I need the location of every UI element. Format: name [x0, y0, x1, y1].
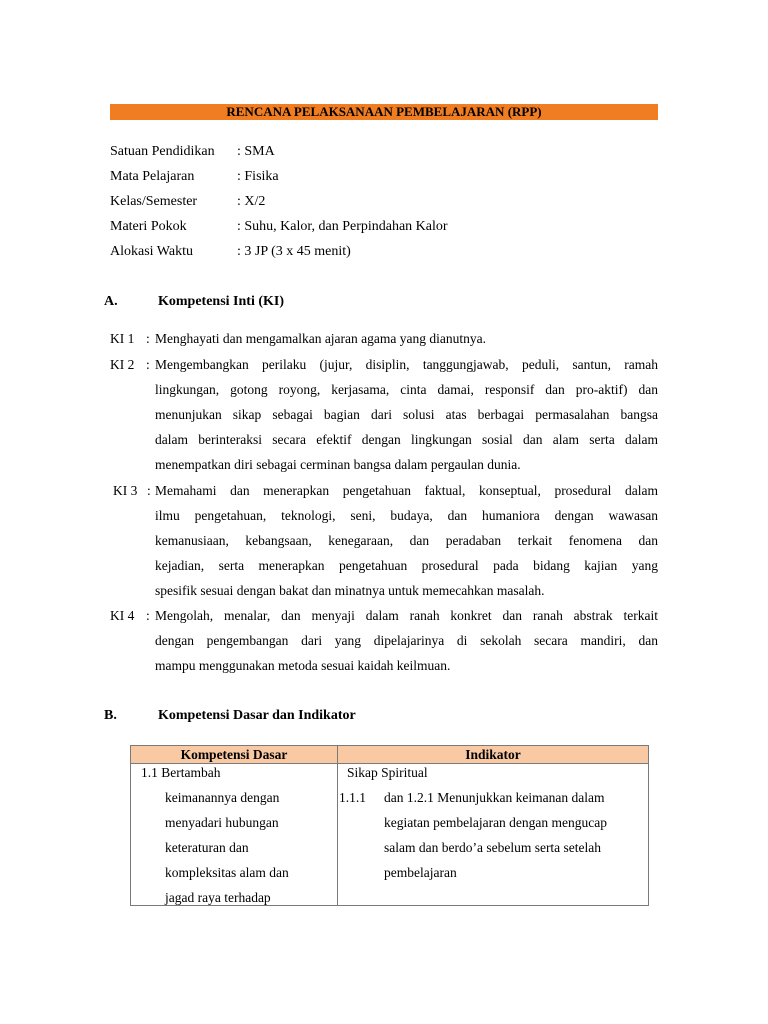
ki-text-line: Memahami dan menerapkan pengetahuan faktual, konseptual, prosedural dalam — [155, 483, 658, 498]
identity-label: Mata Pelajaran — [110, 169, 195, 184]
section-title: Kompetensi Inti (KI) — [158, 294, 284, 309]
ki-colon: : — [147, 483, 151, 498]
document-title: RENCANA PELAKSANAAN PEMBELAJARAN (RPP) — [110, 104, 658, 120]
identity-value: : Fisika — [237, 169, 279, 184]
ki-text-line: kejadian, serta menerapkan pengetahuan prosedural pada bidang kajian yang — [155, 558, 658, 573]
identity-value: : SMA — [237, 144, 275, 159]
ki-text-line: mampu menggunakan metoda sesuai kaidah keilmuan. — [155, 658, 451, 673]
indikator-text-line: salam dan berdo’a sebelum serta setelah — [384, 840, 602, 855]
column-divider — [337, 763, 338, 906]
ki-label: KI 2 — [110, 357, 135, 372]
ki-text-line: menunjukan sikap sebagai bagian dari solusi atas berbagai permasalahan bangsa — [155, 407, 658, 422]
table-header-kompetensi-dasar: Kompetensi Dasar — [131, 746, 338, 764]
ki-text-line: Menghayati dan mengamalkan ajaran agama yang dianutnya. — [155, 331, 486, 346]
ki-text-line: ilmu pengetahuan, teknologi, seni, budaya, dan humaniora dengan wawasan — [155, 508, 658, 523]
section-letter: A. — [104, 294, 118, 309]
ki-text-line: menempatkan diri sebagai cerminan bangsa dalam pergaulan dunia. — [155, 457, 521, 472]
ki-text-line: dengan pengembangan dari yang dipelajarinya di sekolah secara mandiri, dan — [155, 633, 658, 648]
ki-colon: : — [146, 608, 150, 623]
identity-value: : 3 JP (3 x 45 menit) — [237, 244, 351, 259]
ki-text-line: Mengembangkan perilaku (jujur, disiplin, tanggungjawab, peduli, santun, ramah — [155, 357, 658, 372]
section-letter: B. — [104, 708, 117, 723]
identity-value: : Suhu, Kalor, dan Perpindahan Kalor — [237, 219, 448, 234]
ki-text-line: dalam berinteraksi secara efektif dengan lingkungan sosial dan alam serta dalam — [155, 432, 658, 447]
ki-label: KI 1 — [110, 331, 135, 346]
ki-text-line: kemanusiaan, kebangsaan, kenegaraan, dan peradaban terkait fenomena dan — [155, 533, 658, 548]
indikator-text-line: pembelajaran — [384, 865, 457, 880]
kd-text-line: kompleksitas alam dan — [165, 865, 289, 880]
ki-label: KI 3 — [113, 483, 138, 498]
ki-text-line: lingkungan, gotong royong, kerjasama, cinta damai, responsif dan pro-aktif) dan — [155, 382, 658, 397]
ki-label: KI 4 — [110, 608, 135, 623]
identity-label: Alokasi Waktu — [110, 244, 193, 259]
indikator-text-line: dan 1.2.1 Menunjukkan keimanan dalam — [384, 790, 605, 805]
identity-value: : X/2 — [237, 194, 266, 209]
section-title: Kompetensi Dasar dan Indikator — [158, 708, 356, 723]
kd-text-line: 1.1 Bertambah — [141, 765, 221, 780]
kd-indikator-table — [130, 745, 649, 906]
ki-colon: : — [146, 357, 150, 372]
kd-text-line: keimanannya dengan — [165, 790, 280, 805]
ki-colon: : — [146, 331, 150, 346]
kd-text-line: jagad raya terhadap — [165, 890, 271, 905]
ki-text-line: Mengolah, menalar, dan menyaji dalam ranah konkret dan ranah abstrak terkait — [155, 608, 658, 623]
kd-text-line: menyadari hubungan — [165, 815, 279, 830]
kd-text-line: keteraturan dan — [165, 840, 249, 855]
indikator-text-line: kegiatan pembelajaran dengan mengucap — [384, 815, 608, 830]
identity-label: Kelas/Semester — [110, 194, 198, 209]
indikator-subheading: Sikap Spiritual — [347, 765, 428, 780]
identity-label: Satuan Pendidikan — [110, 144, 215, 159]
identity-label: Materi Pokok — [110, 219, 187, 234]
ki-text-line: spesifik sesuai dengan bakat dan minatnya untuk memecahkan masalah. — [155, 583, 545, 598]
table-header-indikator: Indikator — [338, 746, 648, 764]
indikator-number: 1.1.1 — [339, 790, 366, 805]
